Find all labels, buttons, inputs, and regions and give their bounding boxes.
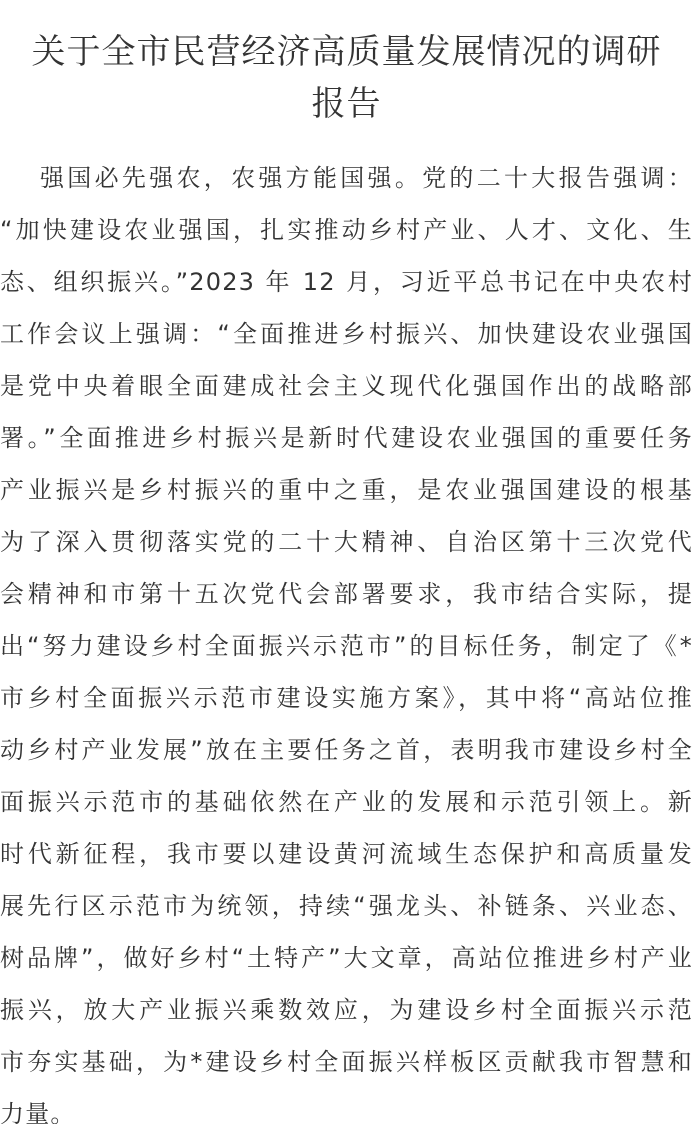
body-line: 力量。 [0,1100,76,1124]
body-line: 振兴，放大产业振兴乘数效应，为建设乡村全面振兴示范 [0,996,693,1024]
document-title [0,0,693,130]
body-line: 态、组织振兴。”2023 年 12 月，习近平总书记在中央农村 [0,268,693,296]
body-line: 动乡村产业发展”放在主要任务之首，表明我市建设乡村全 [0,736,693,764]
body-line: “加快建设农业强国，扎实推动乡村产业、人才、文化、生 [0,216,693,244]
title-line: 关于全市民营经济高质量发展情况的调研 [31,32,662,72]
body-paragraph [0,130,693,1124]
body-line: 出“努力建设乡村全面振兴示范市”的目标任务，制定了《* [0,632,693,660]
body-line: 市乡村全面振兴示范市建设实施方案》，其中将“高站位推 [0,684,693,712]
body-line: 是党中央着眼全面建成社会主义现代化强国作出的战略部 [0,372,693,400]
body-line: 工作会议上强调：“全面推进乡村振兴、加快建设农业强国 [0,320,693,348]
body-line: 产业振兴是乡村振兴的重中之重，是农业强国建设的根基 [0,476,693,504]
body-line: 强国必先强农，农强方能国强。党的二十大报告强调： [40,164,693,192]
body-line: 树品牌”，做好乡村“土特产”大文章，高站位推进乡村产业 [0,944,693,972]
body-line: 为了深入贯彻落实党的二十大精神、自治区第十三次党代 [0,528,693,556]
body-line: 会精神和市第十五次党代会部署要求，我市结合实际，提 [0,580,693,608]
body-line: 展先行区示范市为统领，持续“强龙头、补链条、兴业态、 [0,892,693,920]
body-line: 面振兴示范市的基础依然在产业的发展和示范引领上。新 [0,788,693,816]
body-line: 市夯实基础，为*建设乡村全面振兴样板区贡献我市智慧和 [0,1048,693,1076]
body-line: 署。”全面推进乡村振兴是新时代建设农业强国的重要任务 [0,424,693,452]
body-line: 时代新征程，我市要以建设黄河流域生态保护和高质量发 [0,840,693,868]
title-line: 报告 [311,84,382,124]
